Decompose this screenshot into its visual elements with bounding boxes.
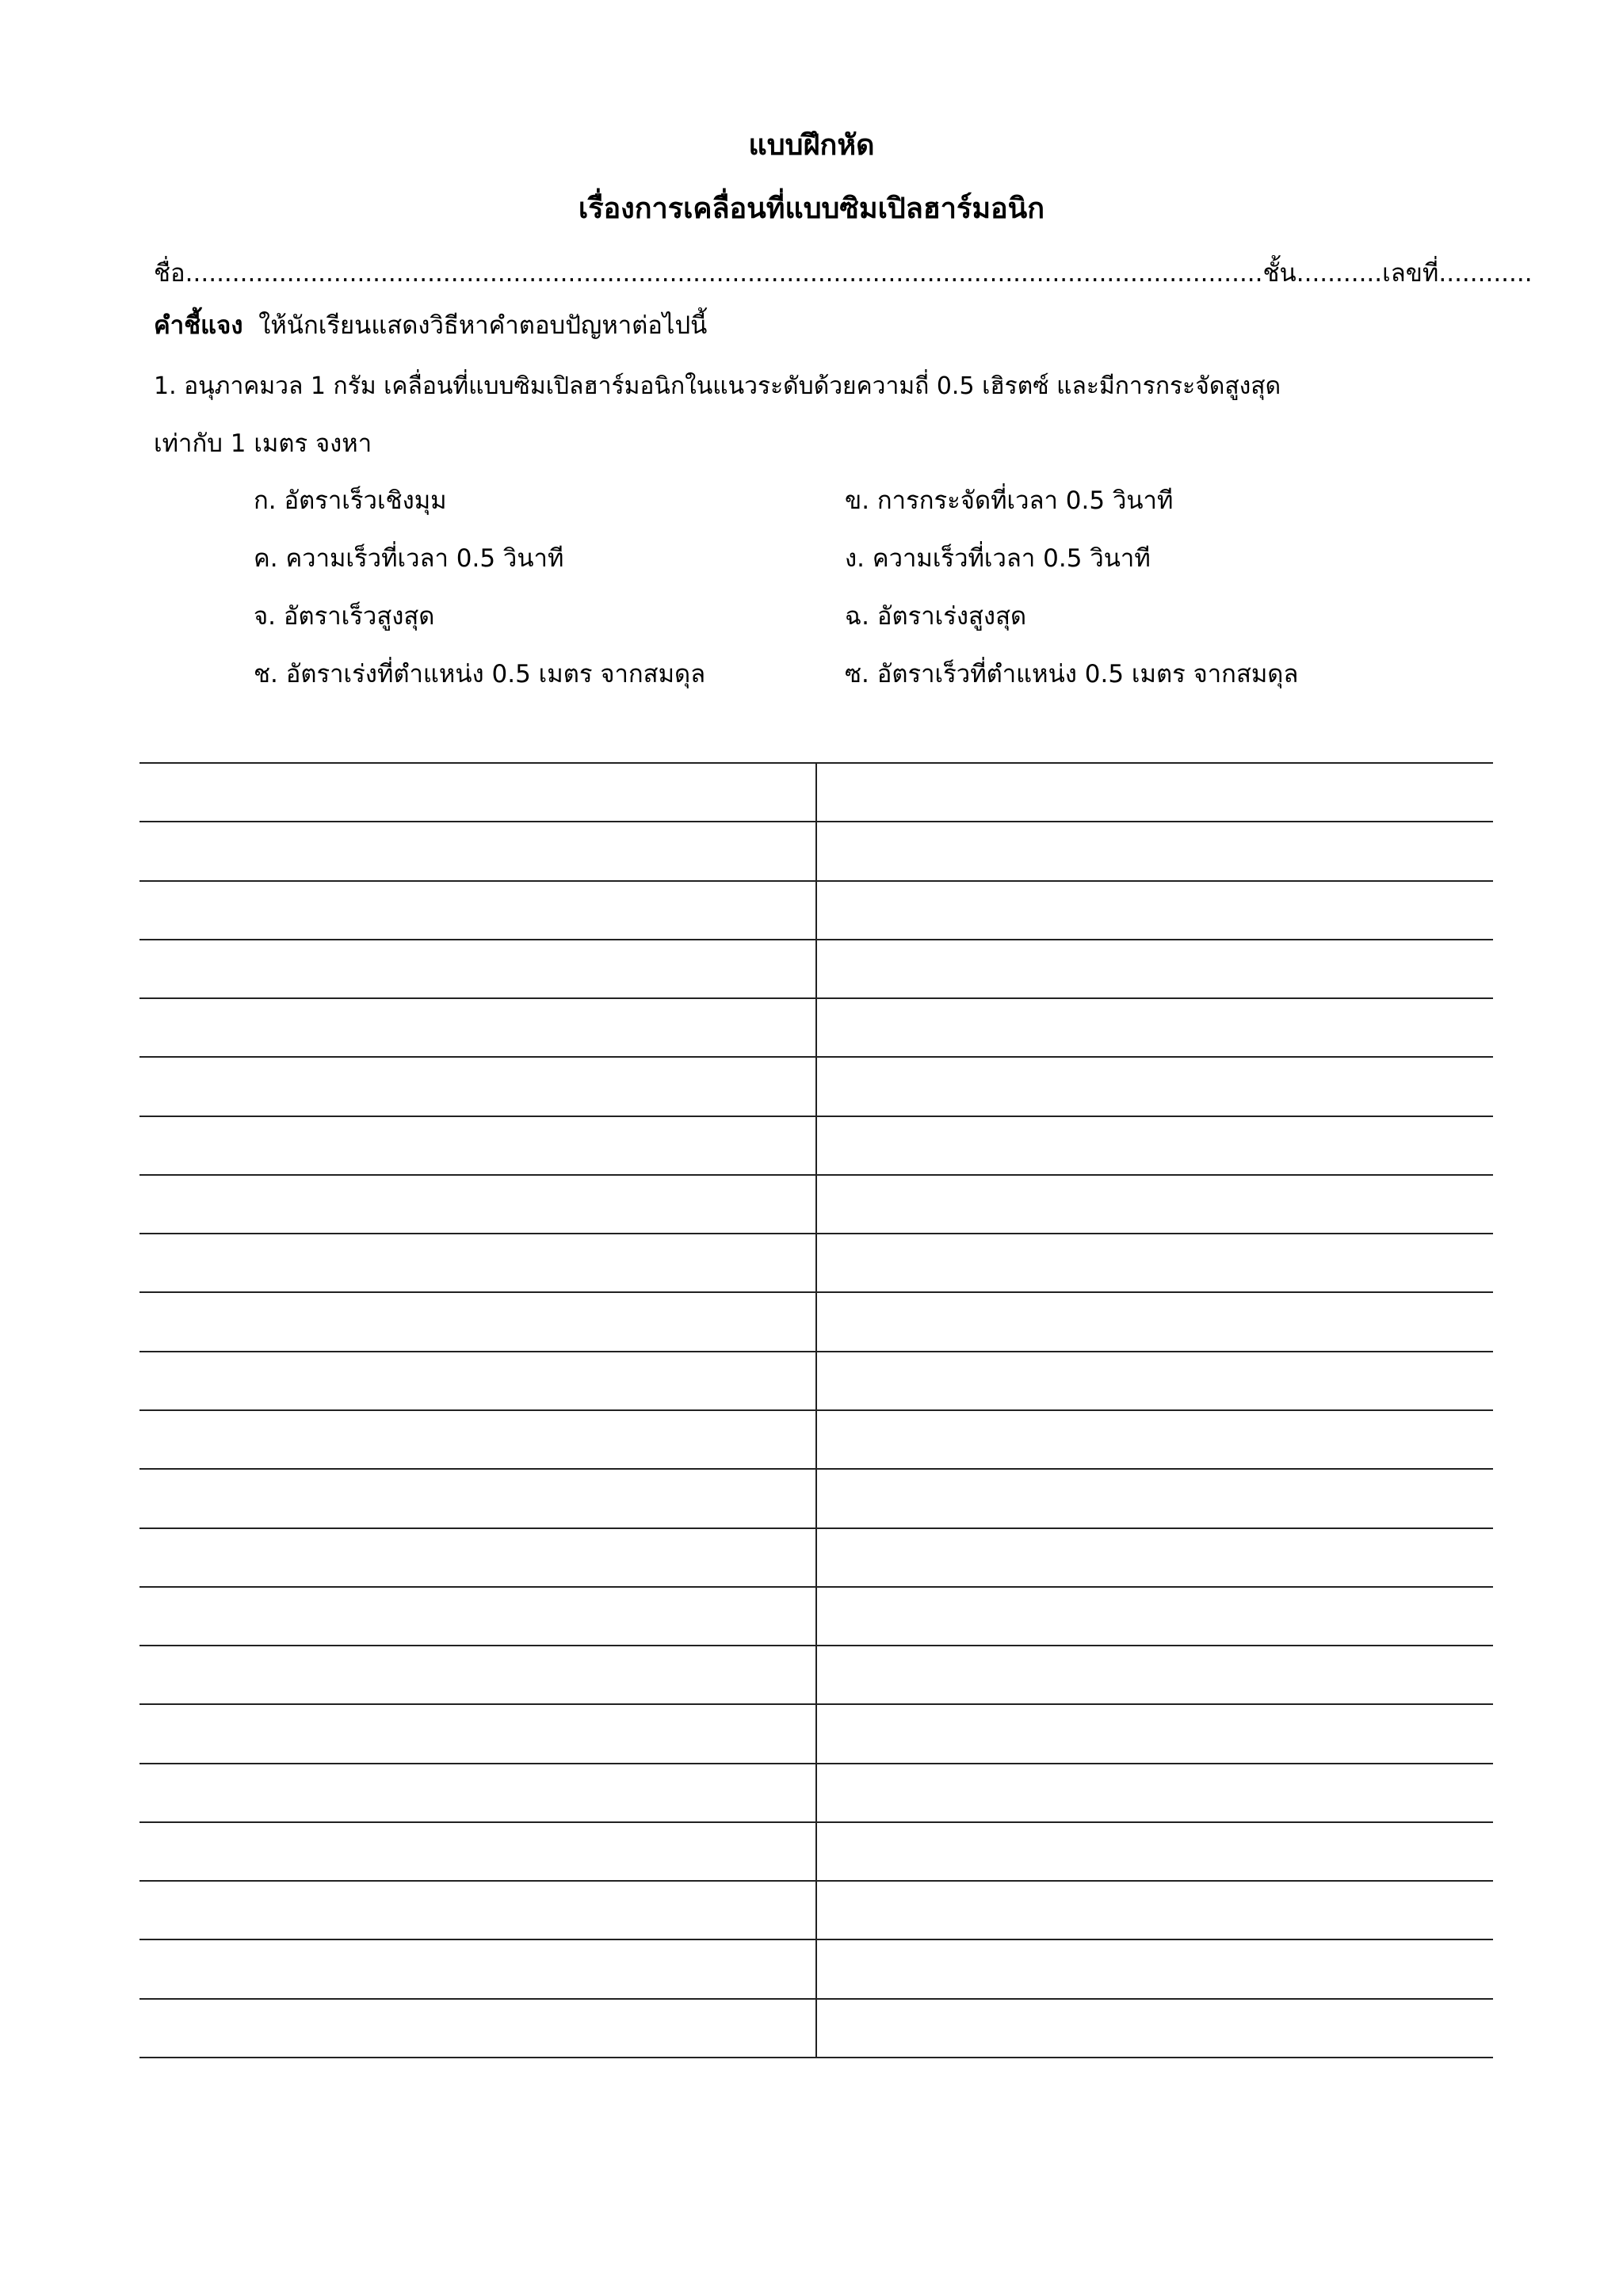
- answer-rule-line: [139, 1116, 1493, 1117]
- answer-rule-line: [139, 1998, 1493, 2000]
- answer-rule-line: [139, 1939, 1493, 1940]
- question-1-option-ngo: ง. ความเร็วที่เวลา 0.5 วินาที: [845, 544, 1151, 573]
- answer-rule-line: [139, 1233, 1493, 1234]
- answer-rule-line: [139, 2057, 1493, 2058]
- answer-rule-line: [139, 1291, 1493, 1293]
- answer-rule-line: [139, 1174, 1493, 1176]
- question-1-option-kho: ข. การกระจัดที่เวลา 0.5 วินาที: [845, 486, 1174, 515]
- answer-rule-line: [139, 997, 1493, 999]
- answer-rule-line: [139, 1880, 1493, 1882]
- answer-rule-line: [139, 880, 1493, 882]
- question-1-option-ko: ก. อัตราเร็วเชิงมุม: [254, 486, 447, 515]
- question-1-option-so: ซ. อัตราเร็วที่ตำแหน่ง 0.5 เมตร จากสมดุล: [845, 660, 1299, 688]
- answer-rule-line: [139, 939, 1493, 940]
- worksheet-subtitle: เรื่องการเคลื่อนที่แบบซิมเปิลฮาร์มอนิก: [578, 193, 1045, 225]
- answer-rule-line: [139, 1409, 1493, 1411]
- answer-rule-line: [139, 1703, 1493, 1705]
- answer-writing-area[interactable]: [139, 762, 1493, 2057]
- answer-rule-line: [139, 1763, 1493, 1764]
- answer-rule-line: [139, 762, 1493, 764]
- answer-rule-line: [139, 1821, 1493, 1823]
- question-1-option-cho-chang: ช. อัตราเร่งที่ตำแหน่ง 0.5 เมตร จากสมดุล: [254, 660, 706, 688]
- question-1-text-line-1: 1. อนุภาคมวล 1 กรัม เคลื่อนที่แบบซิมเปิลฮาร์มอนิกในแนวระดับด้วยความถี่ 0.5 เฮิรตซ์ และมีการกระจัดสูงสุด: [154, 372, 1281, 400]
- instruction-label: คำชี้แจง: [154, 311, 243, 340]
- question-1-text-line-2: เท่ากับ 1 เมตร จงหา: [154, 429, 372, 458]
- answer-rule-line: [139, 1351, 1493, 1352]
- instruction-text: ให้นักเรียนแสดงวิธีหาคำตอบปัญหาต่อไปนี้: [258, 311, 708, 340]
- question-1-option-kho-khwai: ค. ความเร็วที่เวลา 0.5 วินาที: [254, 544, 564, 573]
- answer-rule-line: [139, 1586, 1493, 1588]
- instruction-line: [154, 308, 707, 343]
- answer-rule-line: [139, 1056, 1493, 1058]
- question-1-option-cho-ching: ฉ. อัตราเร่งสูงสุด: [845, 602, 1027, 631]
- question-1-option-cho: จ. อัตราเร็วสูงสุด: [254, 602, 435, 631]
- student-info-line: ชื่อ..........................................................................................................................................ชั้น...........เลขที่............: [154, 259, 1533, 288]
- answer-rule-line: [139, 821, 1493, 822]
- worksheet-title: แบบฝึกหัด: [748, 129, 875, 162]
- answer-rule-line: [139, 1468, 1493, 1470]
- answer-rule-line: [139, 1527, 1493, 1529]
- answer-rule-line: [139, 1645, 1493, 1646]
